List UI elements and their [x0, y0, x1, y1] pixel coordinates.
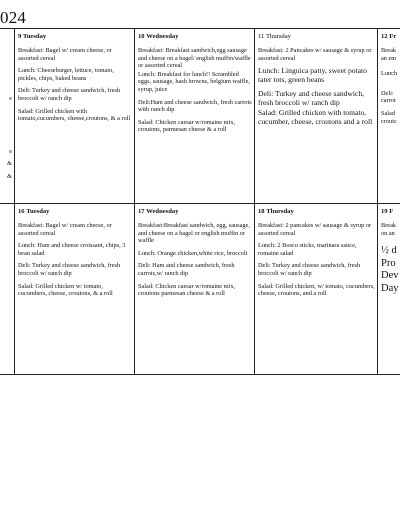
fragment-text: on an [381, 229, 395, 237]
day-header: 10 Wednesday [138, 33, 179, 40]
day-cell-wednesday [135, 28, 255, 204]
breakfast-text: Breakfast: 2 pancakes w/ sausage & syrup or assorted cereal [258, 222, 372, 237]
fragment-text: e [9, 95, 12, 102]
day-header: 19 F [381, 208, 394, 215]
week-row [0, 204, 400, 375]
breakfast-text: Breakfast: 2 Pancakes w/ sausage & syrup or assorted cereal [258, 47, 372, 62]
fragment-text: & [7, 160, 12, 168]
day-cell-thursday [255, 28, 378, 204]
monday-cell-partial [0, 28, 15, 204]
day-cell-thursday [255, 204, 378, 375]
menu-calendar-grid [0, 28, 400, 375]
fragment-text: an em [381, 54, 397, 62]
day-header: 18 Thursday [258, 208, 294, 215]
day-cell-friday-partial [378, 28, 400, 204]
day-header: 11 Thursday [258, 33, 291, 40]
lunch-text: Lunch: Ham and cheese croissant, chips, 3 bean salad [18, 242, 126, 257]
deli-text: Deli: Turkey and cheese sandwich, fresh broccoli w/ ranch dip [258, 262, 361, 277]
fragment-text: & [7, 172, 12, 180]
fragment-text: Lunch [381, 70, 398, 78]
calendar-year-heading: 024 [0, 8, 27, 27]
breakfast-text: Breakfast: Breakfast sandwich,egg sausage and cheese on a bagel/ english muffin/waffle or assorted cereal [138, 47, 251, 70]
monday-cell-partial [0, 204, 15, 375]
fragment-text: croutc [381, 117, 397, 125]
day-header: 16 Tuesday [18, 208, 50, 215]
deli-text: Deli:Ham and cheese sandwich, fresh carrots with ranch dip [138, 98, 252, 114]
lunch-text: Lunch: Breakfast for lunch!! Scrambled eggs, sausage, hash browns, belgium waffle, syrup, juice [138, 70, 250, 93]
day-cell-tuesday [15, 204, 135, 375]
breakfast-text: Breakfast: Bagel w/ cream cheese, or assorted cereal [18, 222, 112, 237]
day-header: 17 Wednesday [138, 208, 179, 215]
lunch-text: Lunch: Cheeseburger, lettuce, tomato, pickles, chips, baked beans [18, 67, 114, 82]
breakfast-text: Breakfast:Breakfast sandwich, egg, sausage, and cheese on a bagel or english muffin or waffle [138, 222, 250, 245]
salad-text: Salad: Grilled chicken with tomato,cucumbers, cheese,croutons, & a roll [18, 107, 131, 123]
lunch-text: Lunch: Orange chicken,white rice, broccoli [138, 249, 248, 257]
salad-text: Salad: Chicken caesar w/romaine mix, croutons, parmesan cheese & a roll [138, 118, 236, 134]
fragment-text: carrot [381, 97, 396, 105]
salad-text: Salad: Grilled chicken w/ tomato, cucumbers, cheese, croutons, & a roll [18, 282, 113, 298]
deli-text: Deli: Turkey and cheese sandwich, fresh broccoli w/ ranch dip [18, 87, 121, 102]
half-day-notice: ½ d Pro Dev Day [381, 245, 399, 294]
salad-text: Salad: Grilled chicken with tomato, cucumber, cheese, croutons and a roll [258, 108, 373, 127]
day-cell-wednesday [135, 204, 255, 375]
day-cell-friday-partial [378, 204, 400, 375]
deli-text: Deli: Turkey and cheese sandwich, fresh broccoli w/ ranch dip [258, 88, 365, 107]
deli-text: Deli: Turkey and cheese sandwich, fresh broccoli w/ ranch dip [18, 262, 121, 277]
deli-text: Deli: Ham and cheese sandwich, fresh carrots,w/ ranch dip [138, 262, 235, 277]
fragment-text: Salad [381, 109, 395, 117]
fragment-text: e [9, 147, 12, 155]
fragment-text: Deli: [381, 89, 394, 97]
fragment-text: Break [381, 47, 397, 54]
lunch-text: Lunch: 2 Bosco sticks, marinara sauce, romaine salad [258, 242, 357, 257]
week-row [0, 28, 400, 204]
day-header: 12 Fr [381, 33, 397, 40]
day-header: 9 Tuesday [18, 33, 47, 40]
lunch-text: Lunch: Linguica patty, sweet potato tater tots, green beans [258, 66, 367, 84]
fragment-text: Break [381, 222, 397, 229]
day-cell-tuesday [15, 28, 135, 204]
salad-text: Salad: Grilled chicken, w/ tomato, cucumbers, cheese, croutons, and a roll [258, 282, 375, 298]
breakfast-text: Breakfast: Bagel w/ cream cheese, or assorted cereal [18, 47, 112, 62]
salad-text: Salad: Chicken caesar w/romaine mix, croutons parmesan cheese & a roll [138, 282, 236, 298]
